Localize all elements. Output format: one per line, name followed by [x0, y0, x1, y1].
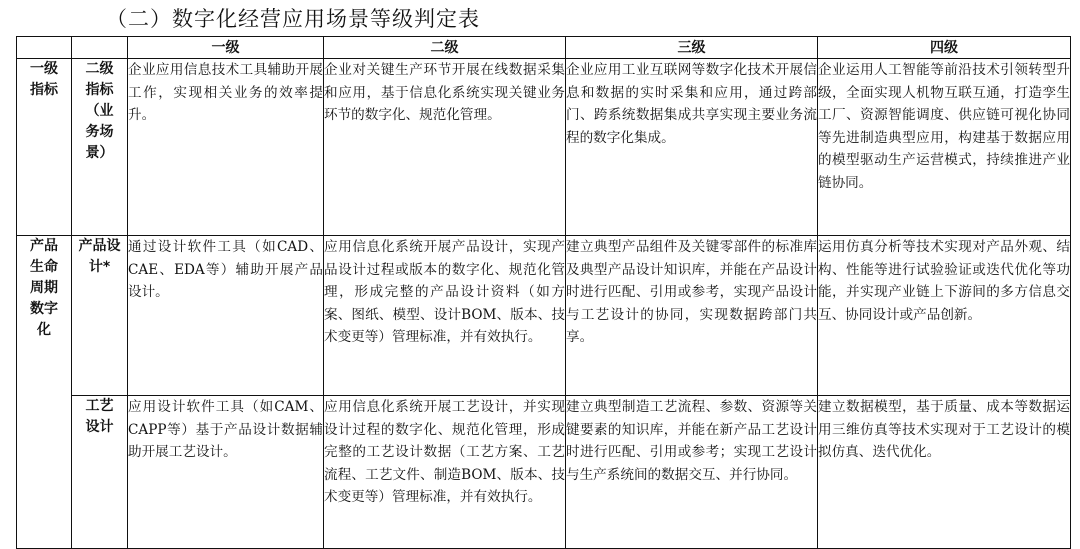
secondary-indicator-label: 产品设计*: [72, 236, 128, 396]
secondary-indicator-label: 二级指标（业务场景）: [72, 59, 128, 236]
table-cell: 企业应用工业互联网等数字化技术开展信息和数据的实时采集和应用，通过跨部门、跨系统数据集成共享实现主要业务流程的数字化集成。: [566, 59, 818, 236]
primary-indicator-label: 一级指标: [17, 59, 72, 236]
table-row: [17, 396, 1071, 549]
table-cell: 企业运用人工智能等前沿技术引领转型升级，全面实现人机物互联互通，打造孪生工厂、资源智能调度、供应链可视化协同等先进制造典型应用，构建基于数据应用的模型驱动生产运营模式，持续推进产业链协同。: [818, 59, 1071, 236]
header-corner: [17, 37, 72, 59]
primary-indicator-label: 产品生命周期数字化: [17, 236, 72, 549]
secondary-indicator-label: 工艺设计: [72, 396, 128, 549]
column-header-level-1: 一级: [128, 37, 324, 59]
table-cell: 应用信息化系统开展工艺设计，并实现设计过程的数字化、规范化管理，形成完整的工艺设计数据（工艺方案、工艺流程、工艺文件、制造BOM、版本、技术变更等）管理标准，并有效执行。: [324, 396, 566, 549]
column-header-level-4: 四级: [818, 37, 1071, 59]
header-corner: [72, 37, 128, 59]
table-cell: 建立典型产品组件及关键零部件的标准库及典型产品设计知识库，并能在产品设计时进行匹配、引用或参考，实现产品设计与工艺设计的协同，实现数据跨部门共享。: [566, 236, 818, 396]
table-cell: 建立典型制造工艺流程、参数、资源等关键要素的知识库，并能在新产品工艺设计时进行匹配、引用或参考；实现工艺设计与生产系统间的数据交互、并行协同。: [566, 396, 818, 549]
table-cell: 企业应用信息技术工具辅助开展工作，实现相关业务的效率提升。: [128, 59, 324, 236]
table-cell: 运用仿真分析等技术实现对产品外观、结构、性能等进行试验验证或迭代优化等功能，并实现产业链上下游间的多方信息交互、协同设计或产品创新。: [818, 236, 1071, 396]
table-cell: 通过设计软件工具（如CAD、CAE、EDA等）辅助开展产品设计。: [128, 236, 324, 396]
table-cell: 应用信息化系统开展产品设计，实现产品设计过程或版本的数字化、规范化管理，形成完整的产品设计资料（如方案、图纸、模型、设计BOM、版本、技术变更等）管理标准，并有效执行。: [324, 236, 566, 396]
column-header-level-2: 二级: [324, 37, 566, 59]
table-row: [17, 59, 1071, 236]
grading-table: [16, 36, 1071, 549]
table-row: [17, 236, 1071, 396]
table-cell: 建立数据模型，基于质量、成本等数据运用三维仿真等技术实现对于工艺设计的模拟仿真、迭代优化。: [818, 396, 1071, 549]
column-header-level-3: 三级: [566, 37, 818, 59]
table-cell: 企业对关键生产环节开展在线数据采集和应用，基于信息化系统实现关键业务环节的数字化、规范化管理。: [324, 59, 566, 236]
table-cell: 应用设计软件工具（如CAM、CAPP等）基于产品设计数据辅助开展工艺设计。: [128, 396, 324, 549]
document-title: （二）数字化经营应用场景等级判定表: [106, 7, 480, 31]
header-row: [17, 37, 1071, 59]
